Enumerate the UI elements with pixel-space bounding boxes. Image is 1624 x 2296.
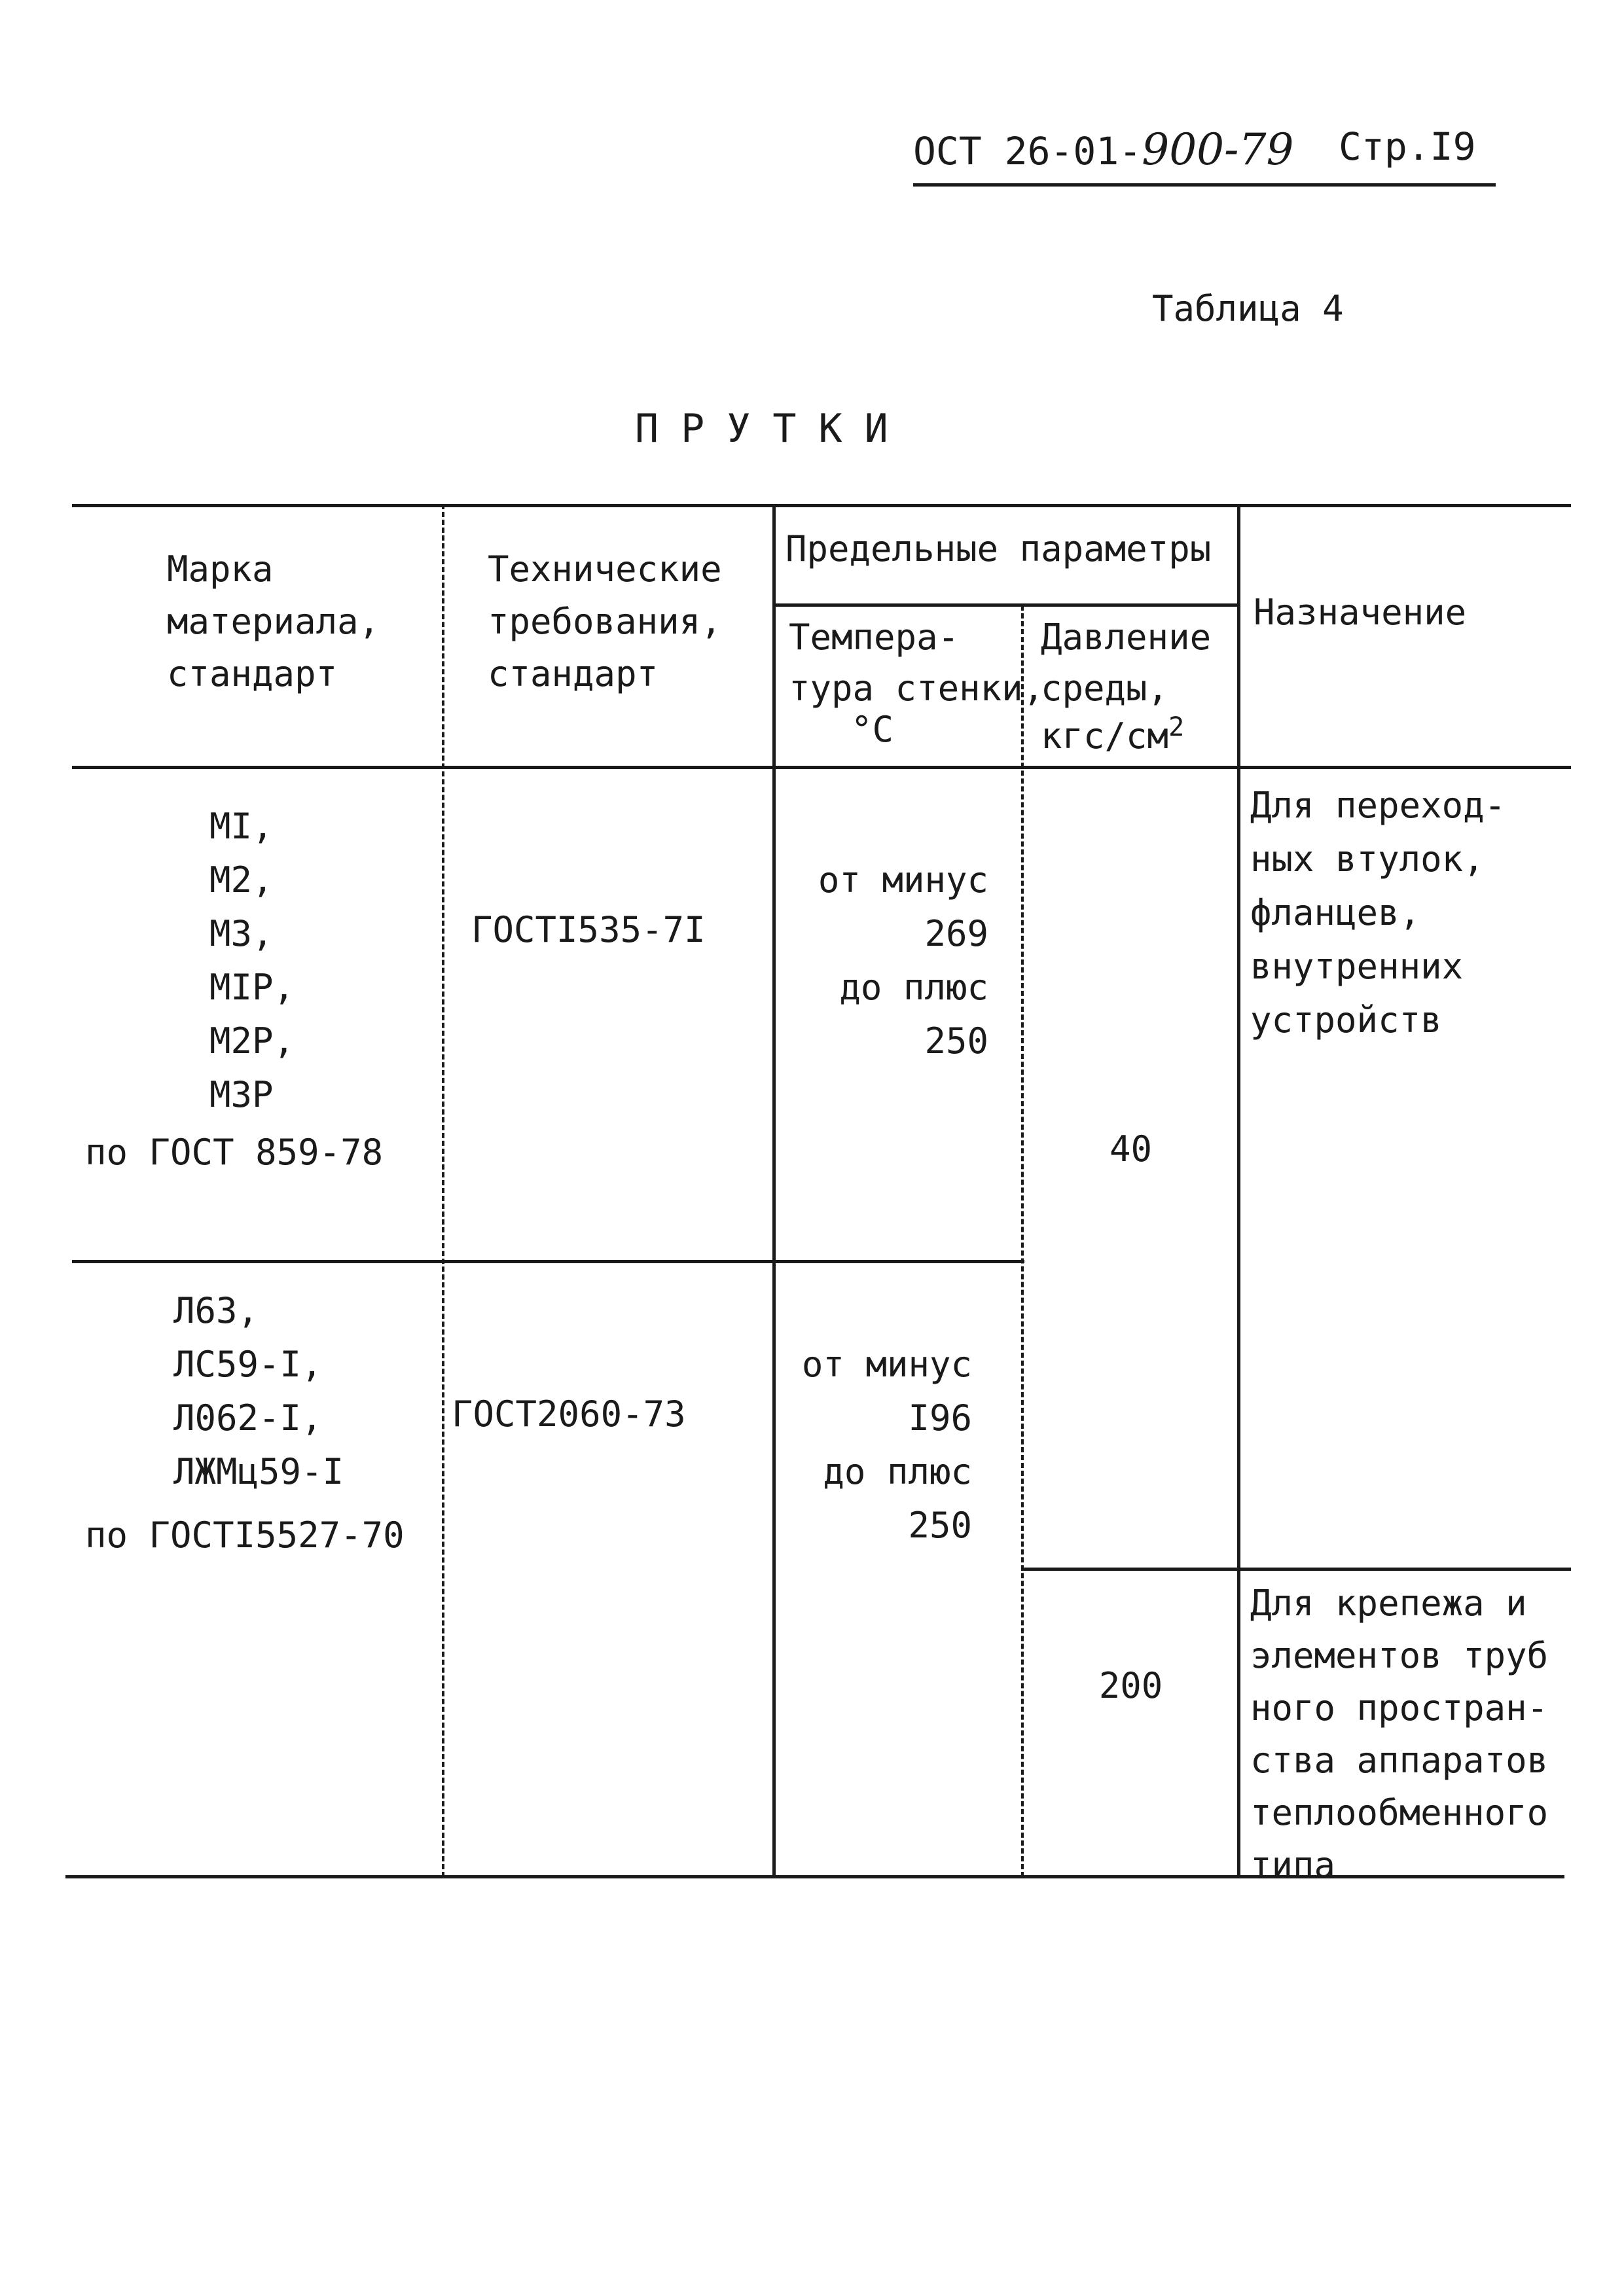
table-top-border — [72, 504, 1571, 507]
group2-purpose: Для крепежа и элементов труб ного простран- ства аппаратов теплообменного типа — [1250, 1583, 1549, 1886]
header-requirements: Технические требования, стандарт — [488, 548, 722, 694]
row1-material-standard: по ГОСТ 859-78 — [85, 1132, 384, 1173]
row1-temperature — [792, 800, 988, 1122]
header-pressure-label: Давление среды, — [1041, 617, 1212, 709]
table-title: ПРУТКИ — [635, 406, 911, 452]
col-divider-3 — [1021, 605, 1024, 1877]
header-bottom-border — [72, 766, 1571, 769]
row2-material-standard: по ГОСТI5527-70 — [85, 1515, 405, 1556]
header-temperature-unit: °C — [851, 709, 894, 750]
limits-header-divider — [776, 603, 1237, 607]
unit-superscript: 2 — [1168, 712, 1185, 742]
pressure-group-divider — [1021, 1568, 1571, 1571]
handwritten-number: 900-79 — [1142, 124, 1294, 175]
group2-pressure: 200 — [1098, 1665, 1163, 1706]
row2-temperature — [792, 1284, 972, 1606]
row2-requirements: ГОСТ2060-73 — [452, 1393, 686, 1435]
row1-materials: МI, М2, М3, МIР, М2Р, М3Р — [209, 806, 295, 1115]
header-purpose: Назначение — [1254, 592, 1467, 633]
page-number: Стр.I9 — [1339, 124, 1476, 169]
header-material: Марка материала, стандарт — [167, 548, 380, 694]
row1-requirements: ГОСТI535-7I — [471, 909, 706, 950]
group1-pressure: 40 — [1109, 1128, 1153, 1170]
group1-purpose: Для переход- ных втулок, фланцев, внутренних устройств — [1250, 785, 1506, 1041]
row2-temperature-text: от минус I96 до плюс 250 — [801, 1344, 972, 1546]
document-code: ОСТ 26-01-900-79 — [913, 124, 1294, 175]
row2-materials: Л63, ЛС59-I, Л062-I, ЛЖМц59-I — [173, 1290, 344, 1492]
header-underline — [913, 183, 1496, 187]
header-limits: Предельные параметры — [785, 528, 1212, 569]
col-divider-1 — [442, 504, 444, 1877]
row1-temperature-text: от минус 269 до плюс 250 — [818, 859, 988, 1062]
header-pressure-unit: кгс/$см^2$ — [1041, 712, 1185, 757]
col-divider-2 — [772, 504, 776, 1877]
header-temperature-label: Темпера- тура стенки, — [789, 617, 1045, 709]
row1-bottom-border — [72, 1260, 1024, 1263]
col-divider-4 — [1237, 504, 1240, 1877]
table-caption: Таблица 4 — [1152, 288, 1344, 329]
